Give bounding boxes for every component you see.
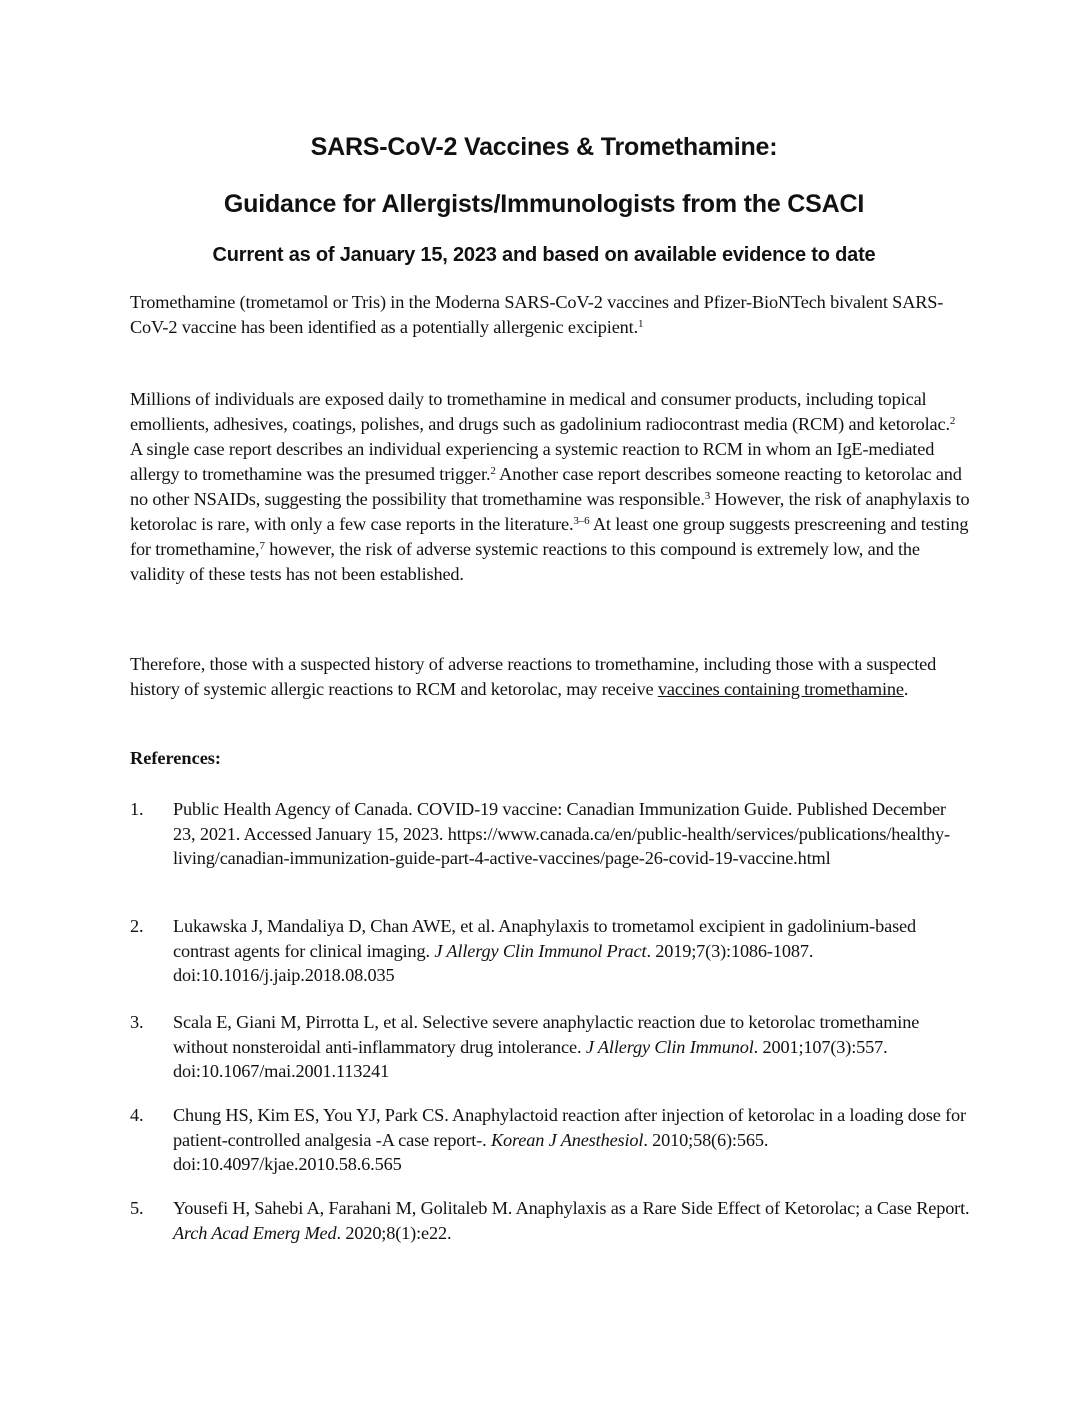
reference-text xyxy=(173,1196,970,1245)
paragraph-end: . xyxy=(903,679,909,699)
reference-details: . 2020;8(1):e22. xyxy=(336,1222,452,1243)
paragraph-text: A single case report describes an individual experiencing a systemic reaction to RCM in whom an IgE-mediated allergy to tromethamine was the presumed trigger. xyxy=(130,439,935,484)
reference-number: 2. xyxy=(130,916,144,936)
paragraph-text: At least one group suggests prescreening and testing for tromethamine, xyxy=(130,514,969,559)
reference-number: 5. xyxy=(130,1198,144,1218)
citation-superscript: 7 xyxy=(259,540,265,552)
reference-text xyxy=(173,914,970,988)
reference-number: 1. xyxy=(130,799,144,819)
paragraph-conclusion xyxy=(130,652,970,702)
reference-item xyxy=(130,1010,970,1084)
reference-text xyxy=(173,797,970,871)
citation-superscript: 3 xyxy=(704,490,711,502)
references-heading: References: xyxy=(130,748,222,768)
reference-journal: Arch Acad Emerg Med xyxy=(173,1222,337,1243)
title-line-1: SARS-CoV-2 Vaccines & Tromethamine: xyxy=(310,133,778,161)
citation-superscript: 1 xyxy=(638,318,644,330)
reference-citation: Lukawska J, Mandaliya D, Chan AWE, et al. Anaphylaxis to trometamol excipient in gadolinium-based contrast agents for clinical imaging. xyxy=(173,916,916,961)
citation-superscript: 2 xyxy=(949,415,956,427)
title-line-2: Guidance for Allergists/Immunologists from the CSACI xyxy=(223,190,865,218)
reference-citation: Public Health Agency of Canada. COVID-19 vaccine: Canadian Immunization Guide. Published December 23, 2021. Accessed January 15, 2023. https://www.canada.ca/en/public-health/services/publications/healthy-living/canadian-immunization-guide-part-4-active-vaccines/page-26-covid-19-vaccine.html xyxy=(173,799,950,868)
reference-journal: J Allergy Clin Immunol xyxy=(585,1036,754,1057)
reference-details: . 2010;58(6):565. doi:10.4097/kjae.2010.58.6.565 xyxy=(173,1129,769,1174)
paragraph-text: Tromethamine (trometamol or Tris) in the Moderna SARS-CoV-2 vaccines and Pfizer-BioNTech bivalent SARS-CoV-2 vaccine has been identified as a potentially allergenic excipient. xyxy=(130,292,944,337)
reference-journal: Korean J Anesthesiol xyxy=(490,1129,644,1150)
paragraph-text: Another case report describes someone reacting to ketorolac and no other NSAIDs, suggesting the possibility that tromethamine was responsible. xyxy=(130,464,962,509)
paragraph-exposure xyxy=(130,387,970,587)
reference-text xyxy=(173,1010,970,1084)
reference-item xyxy=(130,914,970,988)
underlined-phrase: vaccines containing tromethamine xyxy=(657,679,904,699)
citation-superscript: 3–6 xyxy=(573,515,590,527)
reference-details: . 2001;107(3):557. doi:10.1067/mai.2001.113241 xyxy=(173,1036,888,1081)
reference-journal: J Allergy Clin Immunol Pract xyxy=(434,940,647,961)
reference-citation: Scala E, Giani M, Pirrotta L, et al. Selective severe anaphylactic reaction due to ketorolac tromethamine without nonsteroidal anti-inflammatory drug intolerance. xyxy=(173,1012,920,1057)
reference-item xyxy=(130,1103,970,1177)
paragraph-text: however, the risk of adverse systemic reactions to this compound is extremely low, and the validity of these tests has not been established. xyxy=(130,539,920,584)
reference-item xyxy=(130,797,970,871)
subtitle: Current as of January 15, 2023 and based on available evidence to date xyxy=(212,244,876,266)
paragraph-text: However, the risk of anaphylaxis to ketorolac is rare, with only a few case reports in the literature. xyxy=(130,489,970,534)
reference-citation: Yousefi H, Sahebi A, Farahani M, Golitaleb M. Anaphylaxis as a Rare Side Effect of Ketorolac; a Case Report. xyxy=(173,1198,970,1218)
reference-citation: Chung HS, Kim ES, You YJ, Park CS. Anaphylactoid reaction after injection of ketorolac in a loading dose for patient-controlled analgesia -A case report-. xyxy=(173,1105,966,1150)
citation-superscript: 2 xyxy=(490,465,496,477)
reference-number: 3. xyxy=(130,1012,144,1032)
reference-details: . 2019;7(3):1086-1087. doi:10.1016/j.jaip.2018.08.035 xyxy=(173,940,814,985)
paragraph-text: Millions of individuals are exposed daily to tromethamine in medical and consumer products, including topical emollients, adhesives, coatings, polishes, and drugs such as gadolinium radiocontrast media (RCM) and ketorolac. xyxy=(130,389,950,434)
reference-number: 4. xyxy=(130,1105,144,1125)
reference-item xyxy=(130,1196,970,1245)
paragraph-text: Therefore, those with a suspected history of adverse reactions to tromethamine, including those with a suspected history of systemic allergic reactions to RCM and ketorolac, may receive xyxy=(130,654,937,699)
reference-text xyxy=(173,1103,970,1177)
paragraph-intro xyxy=(130,290,970,340)
